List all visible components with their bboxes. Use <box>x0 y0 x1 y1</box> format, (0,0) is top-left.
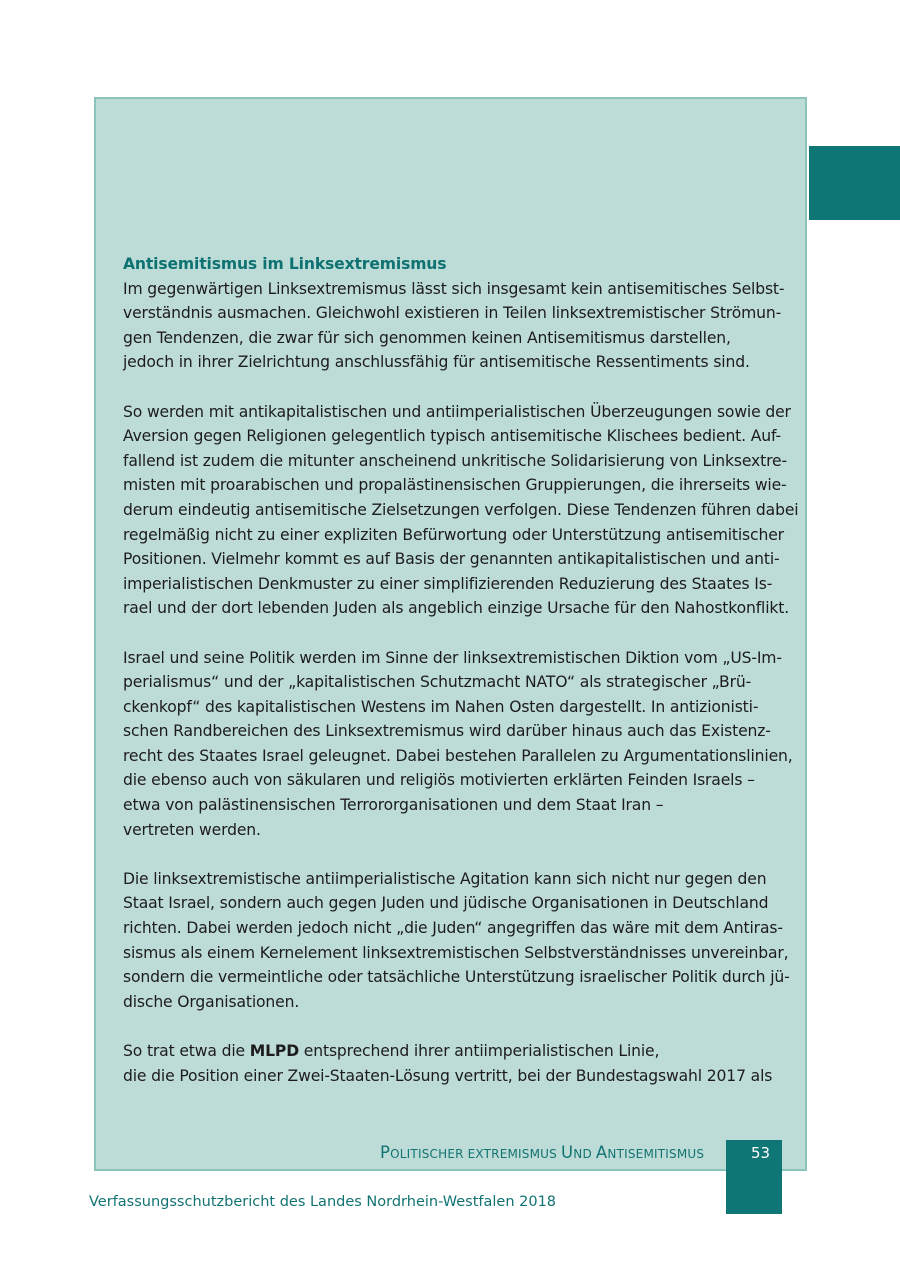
text-line: Aversion gegen Religionen gelegentlich typisch antisemitische Klischees bedient. Auf- <box>123 427 781 446</box>
text-line: gen Tendenzen, die zwar für sich genommen keinen Antisemitismus darstellen, <box>123 328 731 347</box>
text-segment: So trat etwa die <box>123 1042 250 1060</box>
text-line: ckenkopf“ des kapitalistischen Westens im Nahen Osten dargestellt. In antizionisti- <box>123 697 759 716</box>
paragraph-4 <box>123 867 793 1015</box>
text-line: rael und der dort lebenden Juden als angeblich einzige Ursache für den Nahostkonflikt. <box>123 599 790 618</box>
article-heading: Antisemitismus im Linksextremismus <box>123 255 447 273</box>
running-head <box>380 1143 704 1162</box>
paragraph-1 <box>123 277 793 375</box>
text-line: fallend ist zudem die mitunter anscheinend unkritische Solidarisierung von Linksextre- <box>123 451 787 470</box>
text-line: richten. Dabei werden jedoch nicht „die Juden“ angegriffen das wäre mit dem Antiras- <box>123 919 783 938</box>
text-line: derum eindeutig antisemitische Zielsetzungen verfolgen. Diese Tendenzen führen dabei <box>123 500 799 519</box>
footer-publication-title: Verfassungsschutzbericht des Landes Nordrhein-Westfalen 2018 <box>89 1194 557 1210</box>
text-line: Im gegenwärtigen Linksextremismus lässt sich insgesamt kein antisemitisches Selbst- <box>123 279 785 298</box>
text-line: etwa von palästinensischen Terrororganisationen und dem Staat Iran – <box>123 796 664 815</box>
text-line: Staat Israel, sondern auch gegen Juden und jüdische Organisationen in Deutschland <box>123 894 769 913</box>
paragraph-3 <box>123 646 793 843</box>
text-line: die ebenso auch von säkularen und religiös motivierten erklärten Feinden Israels – <box>123 771 755 790</box>
text-line: verständnis ausmachen. Gleichwohl existieren in Teilen linksextremistischer Strömun- <box>123 304 782 323</box>
text-line: vertreten werden. <box>123 820 261 839</box>
text-line: sondern die vermeintliche oder tatsächliche Unterstützung israelischer Politik durch jü- <box>123 968 790 987</box>
text-line: Positionen. Vielmehr kommt es auf Basis der genannten antikapitalistischen und anti- <box>123 550 780 569</box>
text-line: schen Randbereichen des Linksextremismus wird darüber hinaus auch das Existenz- <box>123 722 771 741</box>
party-name-bold: MLPD <box>249 1042 299 1060</box>
text-line: sismus als einem Kernelement linksextremistischen Selbstverständnisses unvereinbar, <box>123 943 789 962</box>
text-line: imperialistischen Denkmuster zu einer simplifizierenden Reduzierung des Staates Is- <box>123 574 773 593</box>
chapter-tab-marker <box>809 146 900 220</box>
paragraph-2 <box>123 400 799 621</box>
small-caps-rest: OLITISCHER EXTREMISMUS <box>390 1147 561 1161</box>
text-line: Die linksextremistische antiimperialistische Agitation kann sich nicht nur gegen den <box>123 869 767 888</box>
text-line: recht des Staates Israel geleugnet. Dabei bestehen Parallelen zu Argumentationslinien, <box>123 746 793 765</box>
small-caps-rest: NTISEMITISMUS <box>607 1147 705 1161</box>
small-caps-rest: ND <box>573 1147 596 1161</box>
paragraph-5 <box>123 1039 793 1088</box>
small-caps-initial: U <box>560 1143 574 1162</box>
text-line: die die Position einer Zwei-Staaten-Lösung vertritt, bei der Bundestagswahl 2017 als <box>123 1066 773 1085</box>
text-line: dische Organisationen. <box>123 992 300 1011</box>
text-line: Israel und seine Politik werden im Sinne der linksextremistischen Diktion vom „US-Im- <box>123 648 782 667</box>
text-line: jedoch in ihrer Zielrichtung anschlussfähig für antisemitische Ressentiments sind. <box>123 353 750 372</box>
page-number: 53 <box>751 1144 771 1162</box>
small-caps-initial: A <box>595 1143 608 1162</box>
text-segment: entsprechend ihrer antiimperialistischen Linie, <box>299 1042 660 1060</box>
small-caps-initial: P <box>380 1143 391 1162</box>
text-line: regelmäßig nicht zu einer expliziten Befürwortung oder Unterstützung antisemitischer <box>123 525 784 544</box>
text-line <box>123 1039 793 1064</box>
text-line: misten mit proarabischen und propalästinensischen Gruppierungen, die ihrerseits wie- <box>123 476 787 495</box>
text-line: So werden mit antikapitalistischen und antiimperialistischen Überzeugungen sowie der <box>123 402 791 421</box>
text-line: perialismus“ und der „kapitalistischen Schutzmacht NATO“ als strategischer „Brü- <box>123 673 752 692</box>
article-body <box>123 252 799 1088</box>
